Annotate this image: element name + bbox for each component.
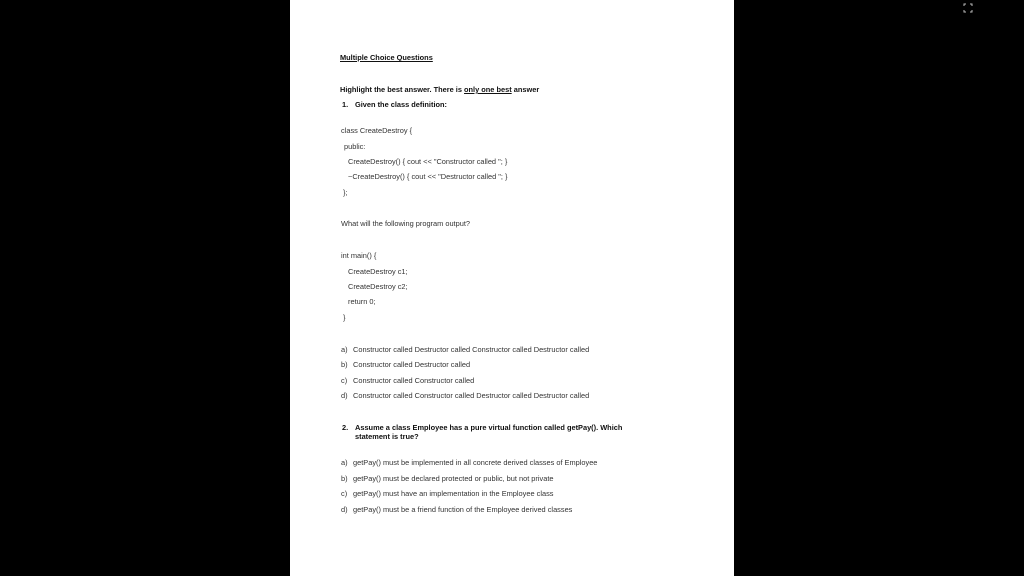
q2-text-line1: Assume a class Employee has a pure virtual function called getPay(). Which (355, 423, 623, 432)
document-page (290, 0, 734, 576)
q2-option-a[interactable]: getPay() must be implemented in all concrete derived classes of Employee (353, 458, 598, 467)
q1-option-a[interactable]: Constructor called Destructor called Constructor called Destructor called (353, 345, 590, 354)
code-line: CreateDestroy c1; (348, 267, 408, 276)
q1-number: 1. (342, 100, 349, 109)
q2-option-b-letter: b) (341, 474, 348, 483)
q2-option-c[interactable]: getPay() must have an implementation in the Employee class (353, 489, 554, 498)
instructions-suffix: answer (511, 85, 540, 94)
q2-option-d-letter: d) (341, 505, 348, 514)
q1-text: Given the class definition: (355, 100, 447, 109)
instructions (340, 85, 539, 94)
instructions-prefix: Highlight the best answer. There is (340, 85, 465, 94)
q2-option-a-letter: a) (341, 458, 348, 467)
q1-prompt: What will the following program output? (341, 219, 470, 228)
q2-option-c-letter: c) (341, 489, 348, 498)
q1-option-b-letter: b) (341, 360, 348, 369)
code-line: public: (344, 142, 366, 151)
q1-option-c[interactable]: Constructor called Constructor called (353, 376, 475, 385)
q2-number: 2. (342, 423, 349, 432)
q1-option-d-letter: d) (341, 391, 348, 400)
q2-option-d[interactable]: getPay() must be a friend function of the Employee derived classes (353, 505, 573, 514)
code-line: class CreateDestroy { (341, 126, 413, 135)
code-line: ~CreateDestroy() { cout << "Destructor called "; } (348, 172, 508, 181)
instructions-emphasis: only one best (464, 85, 512, 94)
code-line: return 0; (348, 297, 376, 306)
fullscreen-icon (963, 3, 973, 13)
q2-text-line2: statement is true? (355, 432, 419, 441)
page-heading: Multiple Choice Questions (340, 53, 433, 62)
q1-option-a-letter: a) (341, 345, 348, 354)
q1-option-d[interactable]: Constructor called Constructor called Destructor called Destructor called (353, 391, 590, 400)
code-line: }; (343, 188, 348, 197)
q2-option-b[interactable]: getPay() must be declared protected or public, but not private (353, 474, 554, 483)
q1-option-c-letter: c) (341, 376, 348, 385)
fullscreen-button[interactable] (962, 2, 974, 14)
q1-option-b[interactable]: Constructor called Destructor called (353, 360, 471, 369)
code-line: } (343, 313, 346, 322)
code-line: CreateDestroy c2; (348, 282, 408, 291)
code-line: CreateDestroy() { cout << "Constructor called "; } (348, 157, 508, 166)
code-line: int main() { (341, 251, 377, 260)
